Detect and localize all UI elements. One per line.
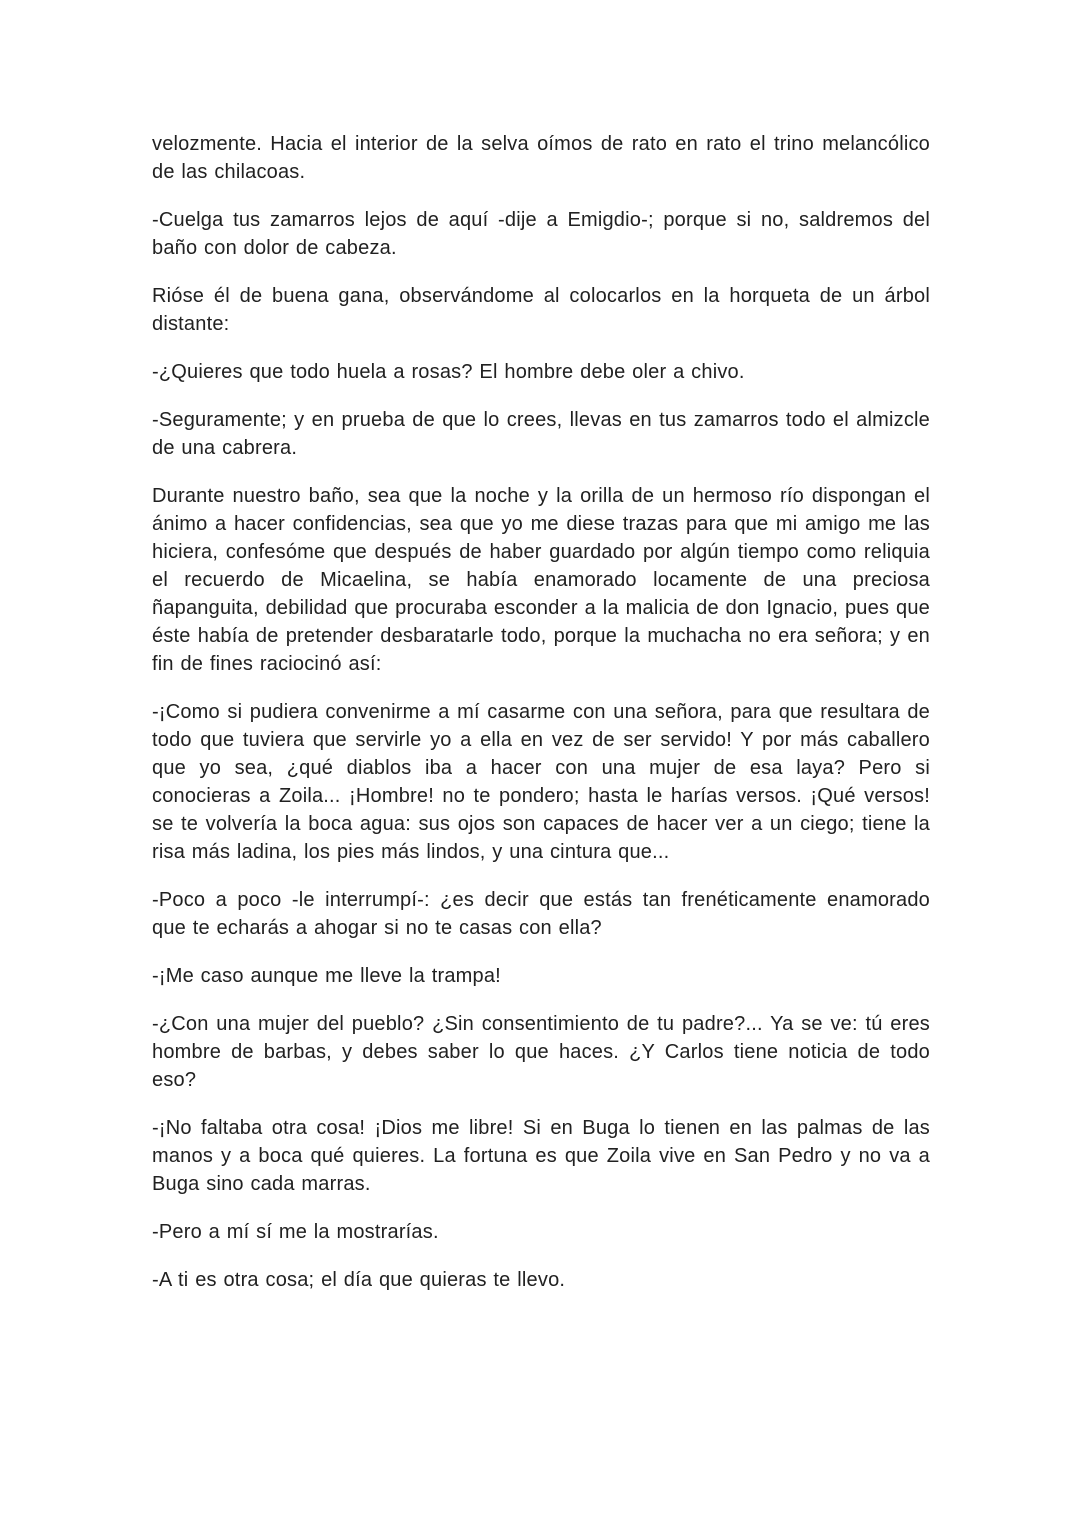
paragraph-dialogue-10: -A ti es otra cosa; el día que quieras te llevo. <box>152 1269 566 1291</box>
paragraph-dialogue-9: -Pero a mí sí me la mostrarías. <box>152 1221 439 1243</box>
paragraph-dialogue-1: -Cuelga tus zamarros lejos de aquí -dije a Emigdio-; porque si no, saldremos del baño con dolor de cabeza. <box>152 209 930 259</box>
paragraph-dialogue-4: -¡Como si pudiera convenirme a mí casarme con una señora, para que resultara de todo que tuviera que servirle yo a ella en vez de ser servido! Y por más caballero que yo sea, ¿qué diablos iba a hacer con una mujer de esa laya? Pero si conocieras a Zoila... ¡Hombre! no te pondero; hasta le harías versos. ¡Qué versos! se te volvería la boca agua: sus ojos son capaces de hacer ver a un ciego; tiene la risa más ladina, los pies más lindos, y una cintura que... <box>152 701 930 863</box>
paragraph-narration-2: Rióse él de buena gana, observándome al colocarlos en la horqueta de un árbol distante: <box>152 285 930 335</box>
paragraph-dialogue-6: -¡Me caso aunque me lleve la trampa! <box>152 965 501 987</box>
paragraph-dialogue-7: -¿Con una mujer del pueblo? ¿Sin consentimiento de tu padre?... Ya se ve: tú eres hombre de barbas, y debes saber lo que haces. ¿Y Carlos tiene noticia de todo eso? <box>152 1013 930 1091</box>
paragraph-dialogue-3: -Seguramente; y en prueba de que lo crees, llevas en tus zamarros todo el almizcle de una cabrera. <box>152 409 930 459</box>
paragraph-dialogue-2: -¿Quieres que todo huela a rosas? El hombre debe oler a chivo. <box>152 361 745 383</box>
paragraph-dialogue-8: -¡No faltaba otra cosa! ¡Dios me libre! Si en Buga lo tienen en las palmas de las manos y a boca qué quieres. La fortuna es que Zoila vive en San Pedro y no va a Buga sino cada marras. <box>152 1117 930 1195</box>
paragraph-narration-1: velozmente. Hacia el interior de la selva oímos de rato en rato el trino melancólico de las chilacoas. <box>152 133 930 183</box>
paragraph-dialogue-5: -Poco a poco -le interrumpí-: ¿es decir que estás tan frenéticamente enamorado que te echarás a ahogar si no te casas con ella? <box>152 889 930 939</box>
paragraph-narration-3: Durante nuestro baño, sea que la noche y la orilla de un hermoso río dispongan el ánimo a hacer confidencias, sea que yo me diese trazas para que mi amigo me las hiciera, confesóme que después de haber guardado por algún tiempo como reliquia el recuerdo de Micaelina, se había enamorado locamente de una preciosa ñapanguita, debilidad que procuraba esconder a la malicia de don Ignacio, pues que éste había de pretender desbaratarle todo, porque la muchacha no era señora; y en fin de fines raciocinó así: <box>152 485 930 675</box>
